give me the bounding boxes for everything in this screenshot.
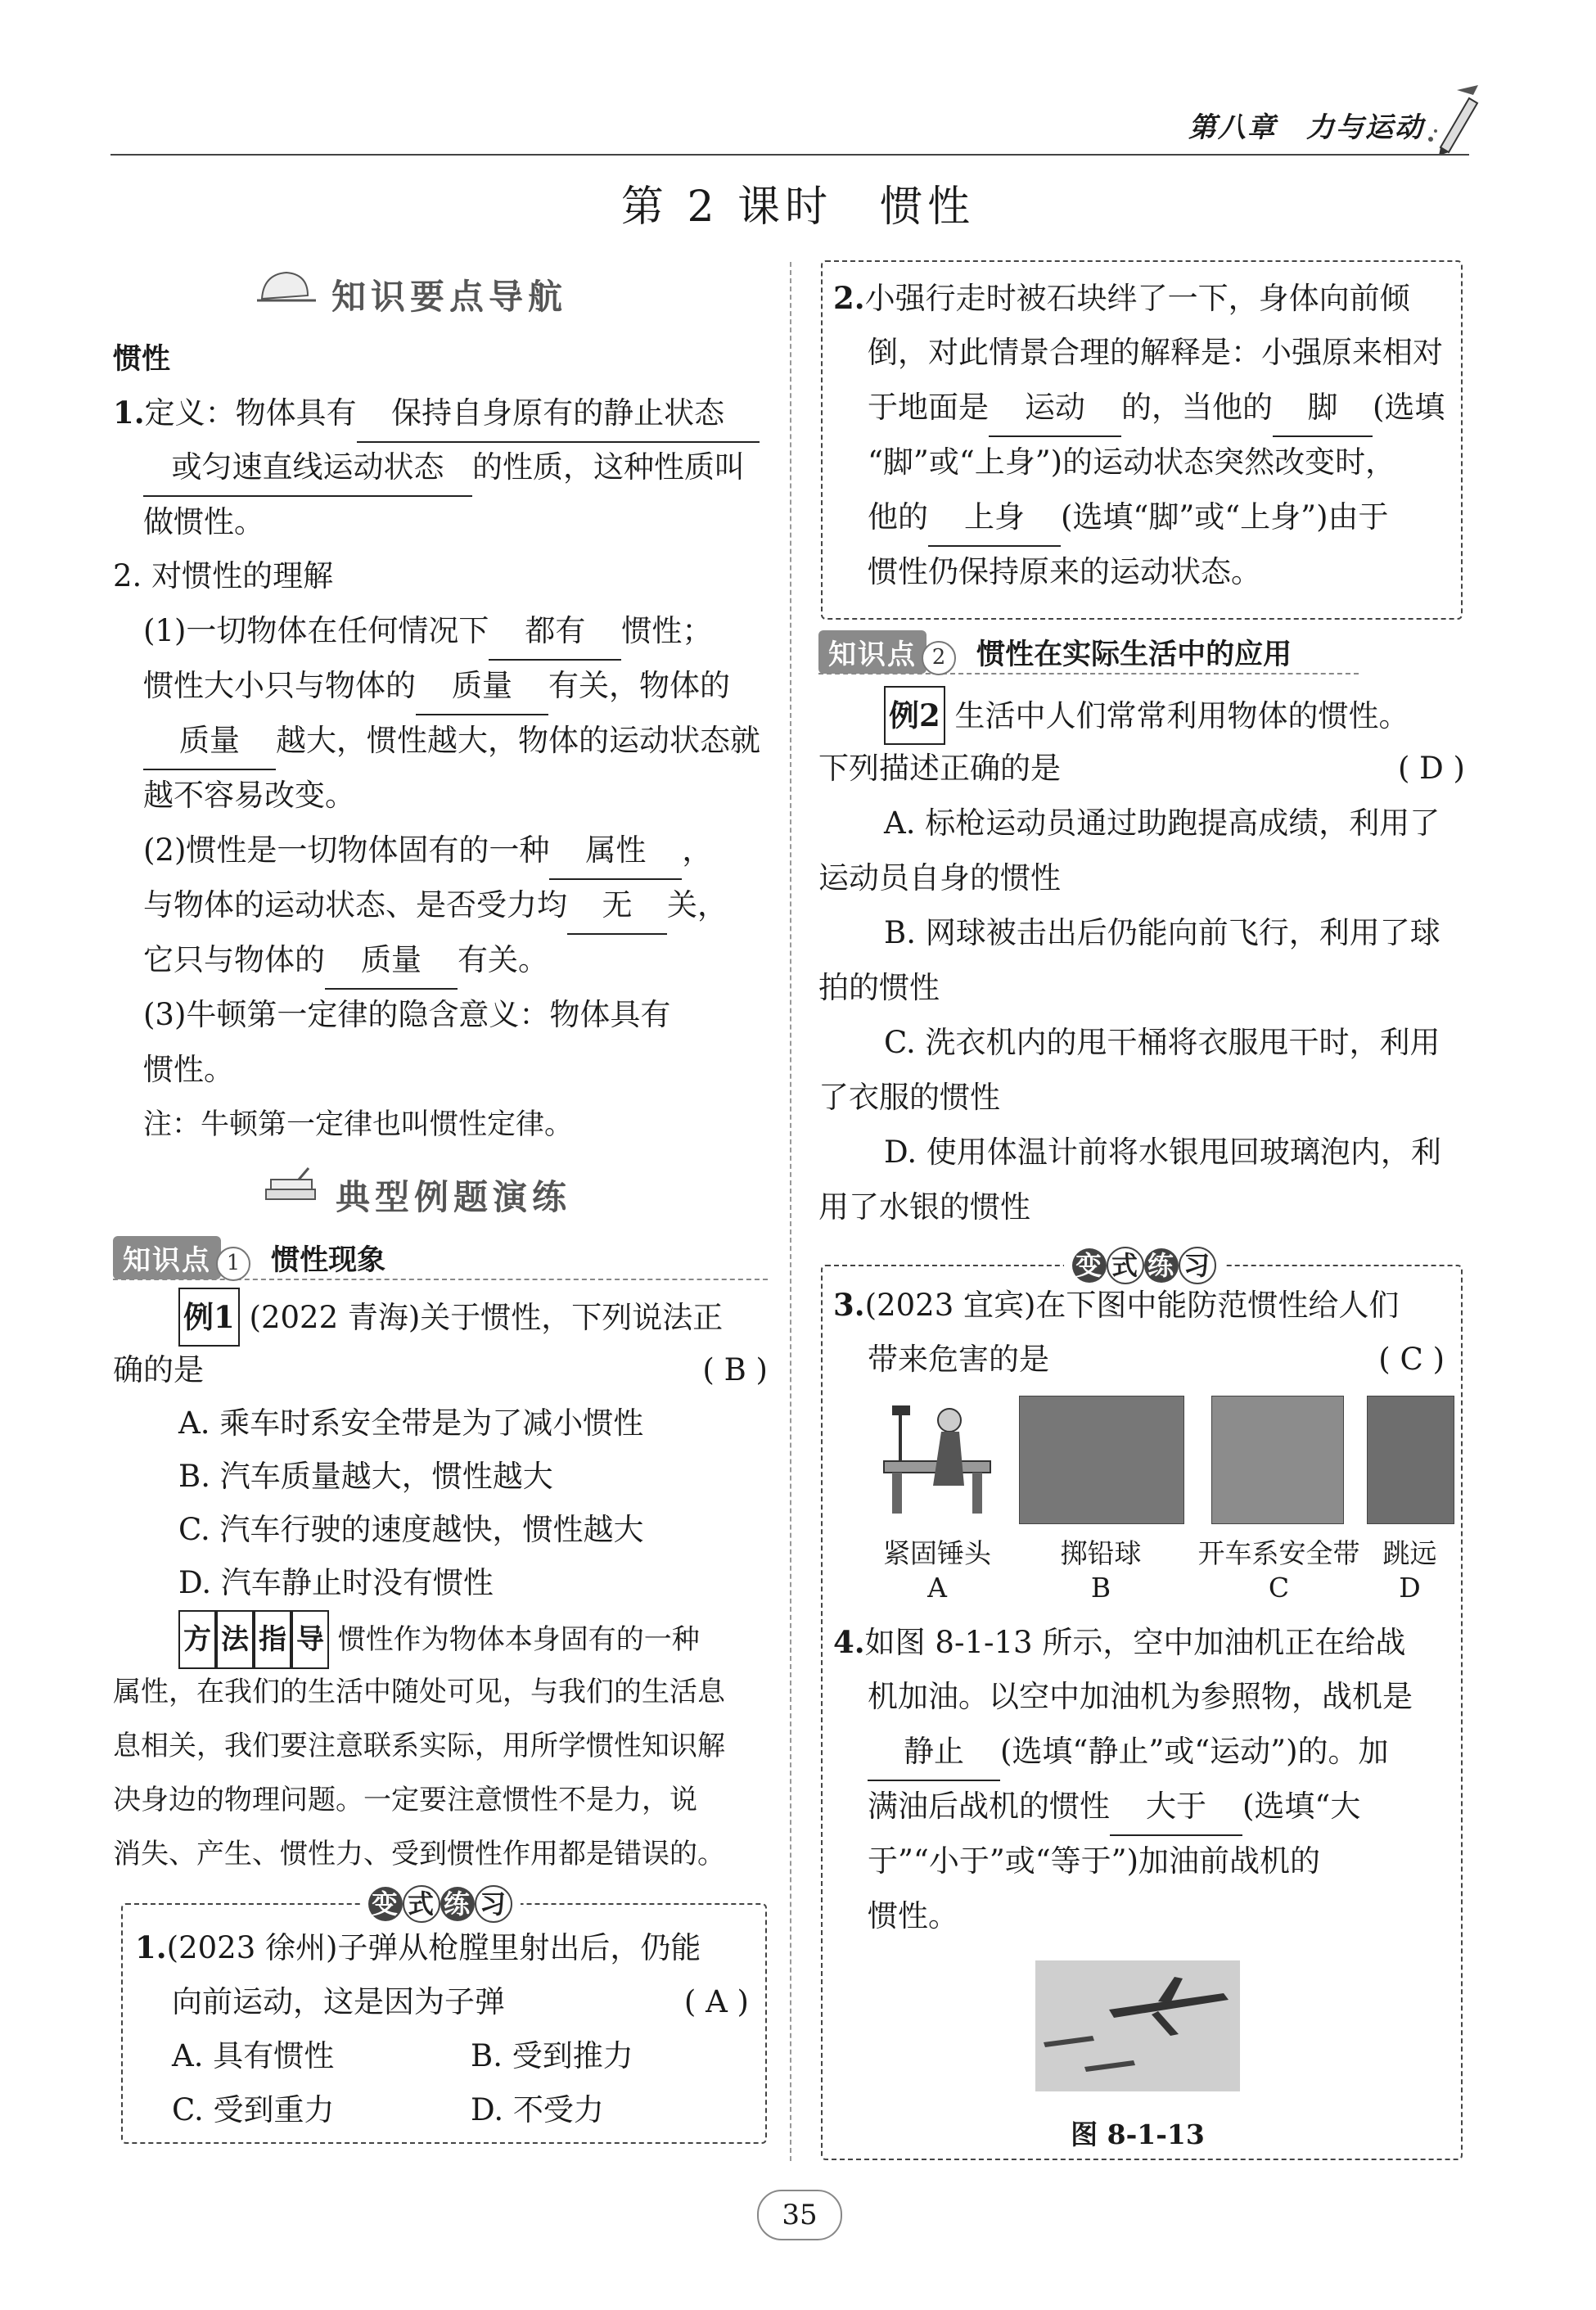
answer-blank: 质量 — [325, 932, 458, 990]
q1-option-a: A. 具有惯性 — [172, 2038, 335, 2073]
label-char: 式 — [403, 1885, 440, 1923]
text: 与物体的运动状态、是否受力均 — [143, 887, 567, 923]
label-char: 式 — [1107, 1247, 1144, 1284]
q2-line-4: “脚”或“上身”)的运动状态突然改变时， — [868, 444, 1396, 480]
item-number: 1. — [135, 1929, 167, 1965]
answer-bracket: ( D ) — [1397, 751, 1465, 786]
q2-line-1 — [833, 270, 1410, 327]
method-guide-line-4: 决身边的物理问题。一定要注意惯性不是力，说 — [113, 1784, 697, 1816]
header-rule — [110, 154, 1469, 156]
long-jump-photo — [1367, 1396, 1454, 1524]
text: (选填“大 — [1242, 1789, 1361, 1824]
q2-line-2: 倒，对此情景合理的解释是：小强原来相对 — [868, 335, 1443, 370]
text: 于地面是 — [868, 390, 989, 425]
q3-line-1 — [833, 1277, 1399, 1333]
answer-blank: 上身 — [928, 490, 1061, 547]
answer-bracket: ( A ) — [683, 1984, 749, 2019]
method-char: 方 — [178, 1610, 216, 1669]
example-tag: 例1 — [178, 1288, 240, 1347]
example-1-line-1 — [178, 1288, 723, 1347]
option-c: C. 汽车行驶的速度越快，惯性越大 — [178, 1512, 644, 1547]
shot-put-photo — [1019, 1396, 1184, 1524]
text: 惯性大小只与物体的 — [143, 668, 416, 703]
text: ， — [682, 832, 713, 868]
label-char: 练 — [440, 1887, 475, 1921]
section-typical-examples: 典型例题演练 — [336, 1177, 572, 1217]
seatbelt-photo — [1211, 1396, 1344, 1524]
method-char: 导 — [291, 1610, 329, 1669]
knowledge-point-number: 1 — [216, 1247, 250, 1281]
topic-heading: 惯性 — [113, 342, 171, 376]
answer-blank: 保持自身原有的静止状态 — [357, 386, 760, 443]
q3-line-2 — [868, 1332, 1445, 1387]
text: 它只与物体的 — [143, 942, 325, 977]
ex2-option-b-1: B. 网球被击出后仍能向前飞行，利用了球 — [884, 915, 1440, 950]
answer-blank: 大于 — [1110, 1779, 1242, 1836]
text: (2022 青海)关于惯性，下列说法正 — [249, 1300, 724, 1335]
text: 越大，惯性越大，物体的运动状态就 — [276, 723, 760, 758]
text: 关， — [667, 887, 728, 923]
books-icon — [258, 1166, 323, 1207]
answer-blank: 质量 — [416, 658, 548, 715]
answer-blank: 静止 — [868, 1724, 1000, 1781]
text: (选填“脚”或“上身”)由于 — [1061, 499, 1389, 535]
q1-option-b: B. 受到推力 — [471, 2038, 633, 2073]
ex2-option-c-1: C. 洗衣机内的甩干桶将衣服甩干时，利用 — [884, 1025, 1440, 1060]
figure-caption: 图 8-1-13 — [1071, 2118, 1205, 2150]
method-guide-line-2: 属性，在我们的生活中随处可见，与我们的生活息 — [113, 1676, 725, 1708]
q1-option-c: C. 受到重力 — [172, 2092, 335, 2127]
q2-line-5 — [868, 490, 1389, 547]
definition-line-2 — [143, 440, 745, 497]
text: 满油后战机的惯性 — [868, 1789, 1110, 1824]
example-2-line-2 — [818, 741, 1465, 796]
text: (2023 徐州)子弹从枪膛里射出后，仍能 — [166, 1930, 701, 1965]
text: 的，当他的 — [1121, 390, 1273, 425]
example-tag: 例2 — [884, 686, 945, 745]
answer-bracket: ( B ) — [702, 1352, 768, 1387]
example-1-line-2 — [113, 1342, 768, 1398]
text: 他的 — [868, 499, 928, 535]
q3-letter-b: B — [1090, 1572, 1111, 1604]
text: 惯性； — [621, 613, 713, 648]
option-b: B. 汽车质量越大，惯性越大 — [178, 1459, 553, 1494]
section-knowledge-guide: 知识要点导航 — [331, 277, 568, 317]
label-char: 变 — [368, 1887, 403, 1921]
q3-caption-d: 跳远 — [1382, 1537, 1437, 1569]
text: 小强行走时被石块绊了一下，身体向前倾 — [864, 281, 1410, 316]
item-number: 1. — [113, 395, 145, 431]
answer-blank: 都有 — [489, 603, 621, 661]
label-char: 习 — [475, 1885, 512, 1923]
text: (选填“静止”或“运动”)的。加 — [1000, 1734, 1389, 1769]
method-guide-line-1 — [178, 1610, 700, 1669]
q2-line-6: 惯性仍保持原来的运动状态。 — [868, 554, 1261, 589]
q3-caption-b: 掷铅球 — [1060, 1537, 1142, 1569]
q4-line-3 — [868, 1724, 1389, 1781]
answer-bracket: ( C ) — [1378, 1342, 1445, 1377]
ex2-option-c-2: 了衣服的惯性 — [818, 1080, 1000, 1115]
q3-letter-d: D — [1399, 1572, 1421, 1604]
page-number: 35 — [757, 2190, 842, 2240]
column-divider — [790, 262, 791, 2161]
method-char: 指 — [254, 1610, 291, 1669]
text: (选填 — [1373, 390, 1445, 425]
example-2-line-1 — [884, 686, 1409, 745]
u2-line-1 — [143, 823, 712, 880]
pencil-icon — [1424, 82, 1481, 156]
text: (2)惯性是一切物体固有的一种 — [143, 832, 550, 868]
u1-line-4: 越不容易改变。 — [143, 778, 355, 813]
q4-line-5: 于”“小于”或“等于”)加油前战机的 — [868, 1843, 1321, 1879]
label-char: 变 — [1072, 1248, 1107, 1283]
q3-letter-a: A — [927, 1572, 947, 1604]
helmet-icon — [254, 266, 319, 307]
definition-text: 的性质，这种性质叫 — [472, 449, 745, 485]
chapter-header: 第八章 力与运动 — [1188, 111, 1424, 144]
knowledge-point-number: 2 — [922, 641, 956, 675]
knowledge-point-title: 惯性现象 — [271, 1243, 386, 1277]
label-char: 习 — [1179, 1247, 1216, 1284]
text: 向前运动，这是因为子弹 — [172, 1984, 505, 2019]
definition-text: 定义：物体具有 — [144, 395, 357, 431]
knowledge-point-1 — [113, 1236, 768, 1280]
answer-blank: 无 — [567, 878, 667, 935]
knowledge-point-tag: 知识点 — [113, 1236, 221, 1279]
text: 带来危害的是 — [868, 1342, 1049, 1377]
q3-caption-c: 开车系安全带 — [1197, 1537, 1360, 1569]
q3-caption-a: 紧固锤头 — [883, 1537, 991, 1569]
q3-letter-c: C — [1268, 1572, 1290, 1604]
u2-line-2 — [143, 878, 728, 935]
text: (2023 宜宾)在下图中能防范惯性给人们 — [864, 1288, 1400, 1323]
aerial-refueling-photo — [1035, 1960, 1240, 2091]
note: 注：牛顿第一定律也叫惯性定律。 — [143, 1108, 574, 1141]
text: 有关，物体的 — [548, 668, 730, 703]
text: 确的是 — [113, 1352, 204, 1387]
u3-line-2: 惯性。 — [143, 1052, 234, 1087]
u2-line-3 — [143, 932, 548, 990]
q1-line-1 — [135, 1920, 701, 1976]
answer-blank: 脚 — [1273, 380, 1373, 437]
ex2-option-d-2: 用了水银的惯性 — [818, 1189, 1030, 1225]
label-char: 练 — [1144, 1248, 1179, 1283]
knowledge-point-tag: 知识点 — [818, 630, 926, 674]
item-number: 4. — [833, 1624, 865, 1660]
item-number: 2. — [833, 280, 865, 316]
answer-blank: 质量 — [143, 713, 276, 770]
text: 惯性作为物体本身固有的一种 — [337, 1623, 700, 1656]
ex2-option-a-1: A. 标枪运动员通过助跑提高成绩，利用了 — [884, 805, 1440, 841]
q1-line-2 — [172, 1974, 749, 2030]
answer-blank: 或匀速直线运动状态 — [143, 440, 472, 497]
answer-blank: 属性 — [549, 823, 682, 880]
ex2-option-d-1: D. 使用体温计前将水银甩回玻璃泡内，利 — [884, 1135, 1441, 1170]
understanding-title: 2. 对惯性的理解 — [113, 558, 334, 593]
q2-line-3 — [868, 380, 1445, 437]
q4-line-1 — [833, 1614, 1405, 1671]
hammer-illustration — [868, 1396, 1007, 1523]
knowledge-point-title: 惯性在实际生活中的应用 — [976, 638, 1292, 671]
q4-line-6: 惯性。 — [868, 1898, 958, 1933]
u1-line-1 — [143, 603, 712, 661]
definition-line-3: 做惯性。 — [143, 504, 264, 539]
ex2-option-b-2: 拍的惯性 — [818, 970, 940, 1005]
u3-line-1: (3)牛顿第一定律的隐含意义：物体具有 — [143, 997, 671, 1032]
q4-line-2: 机加油。以空中加油机为参照物，战机是 — [868, 1679, 1413, 1714]
q4-line-4 — [868, 1779, 1360, 1836]
item-number: 3. — [833, 1287, 865, 1323]
u1-line-3 — [143, 713, 760, 770]
option-a: A. 乘车时系安全带是为了减小惯性 — [178, 1405, 644, 1441]
method-char: 法 — [216, 1610, 254, 1669]
u1-line-2 — [143, 658, 730, 715]
text: 有关。 — [458, 942, 548, 977]
method-guide-line-3: 息相关，我们要注意联系实际，用所学惯性知识解 — [113, 1730, 725, 1762]
ex2-option-a-2: 运动员自身的惯性 — [818, 860, 1061, 896]
text: 生活中人们常常利用物体的惯性。 — [954, 698, 1409, 733]
knowledge-point-2 — [818, 630, 1359, 675]
text: (1)一切物体在任何情况下 — [143, 613, 489, 648]
text: 下列描述正确的是 — [818, 751, 1061, 786]
answer-blank: 运动 — [989, 380, 1121, 437]
q1-option-d: D. 不受力 — [471, 2092, 604, 2127]
method-guide-line-5: 消失、产生、惯性力、受到惯性作用都是错误的。 — [113, 1838, 725, 1870]
lesson-title: 第 2 课时 惯性 — [620, 183, 976, 232]
option-d: D. 汽车静止时没有惯性 — [178, 1565, 494, 1600]
text: 如图 8-1-13 所示，空中加油机正在给战 — [864, 1625, 1406, 1660]
definition-line-1 — [113, 385, 760, 443]
variant-practice-label — [360, 1885, 521, 1923]
